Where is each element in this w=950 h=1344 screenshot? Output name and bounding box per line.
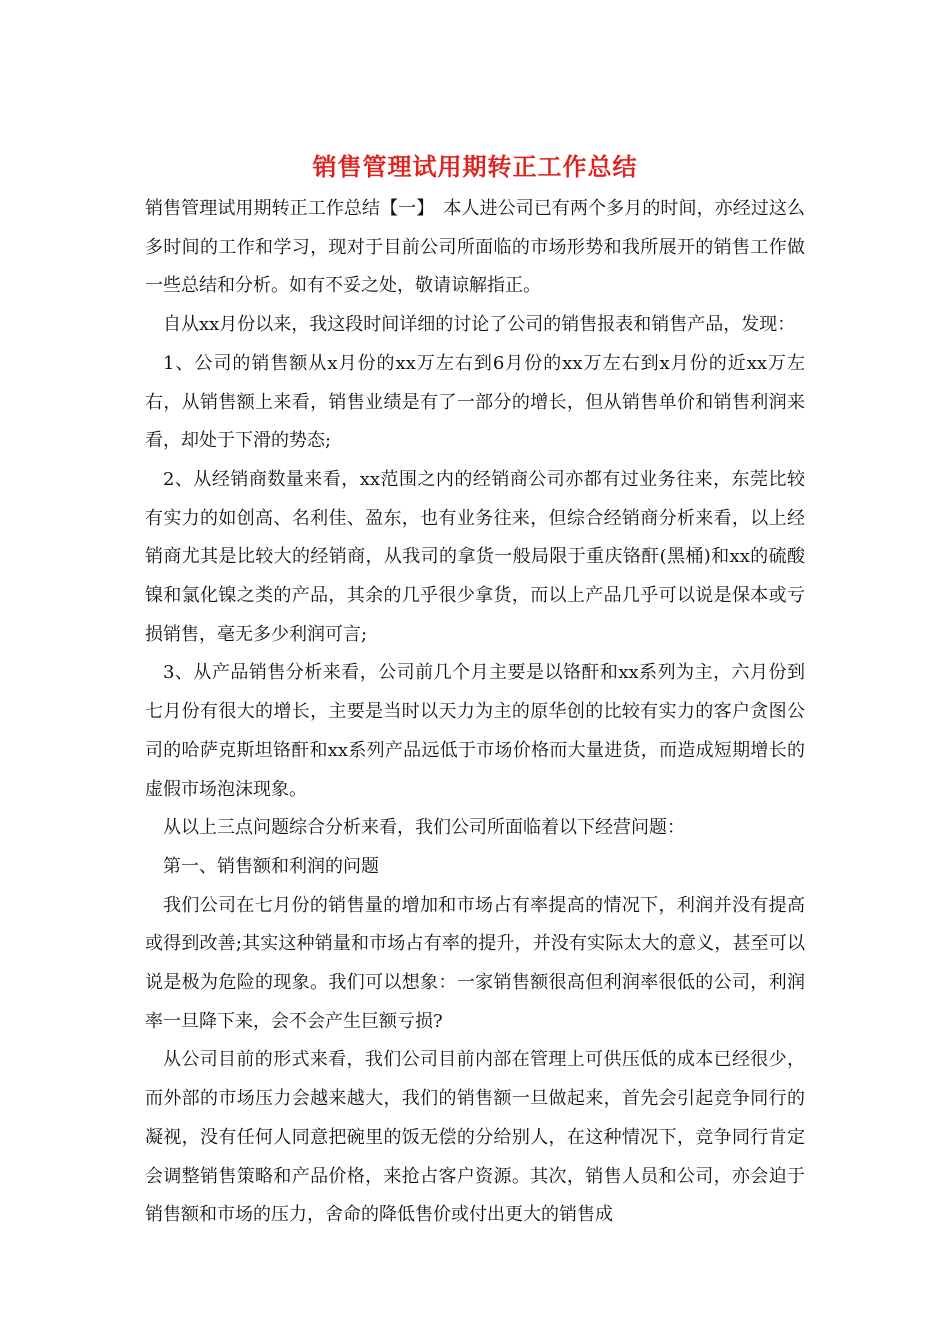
- paragraph-findings-intro: 自从xx月份以来，我这段时间详细的讨论了公司的销售报表和销售产品，发现：: [163, 314, 796, 336]
- section-heading-1: 第一、销售额和利润的问题: [163, 855, 379, 877]
- paragraph-finding-2: 2、从经销商数量来看，xx范围之内的经销商公司亦都有过业务往来，东莞比较有实力的如创高、名利佳、盈东，也有业务往来，但综合经销商分析来看，以上经销商尤其是比较大的经销商，从我司的拿货一般局限于重庆铬酐(黑桶)和xx的硫酸镍和氯化镍之类的产品，其余的几乎很少拿货，而以上产品几乎可以说是保本或亏损销售，毫无多少利润可言;: [145, 468, 805, 645]
- paragraph-finding-1: 1、公司的销售额从x月份的xx万左右到6月份的xx万左右到x月份的近xx万左右，从销售额上来看，销售业绩是有了一部分的增长，但从销售单价和销售利润来看，却处于下滑的势态;: [145, 352, 805, 452]
- document-title: 销售管理试用期转正工作总结: [312, 152, 638, 181]
- document-body: [145, 190, 805, 1235]
- paragraph-finding-3: 3、从产品销售分析来看，公司前几个月主要是以铬酐和xx系列为主，六月份到七月份有很大的增长，主要是当时以天力为主的原华创的比较有实力的客户贪图公司的哈萨克斯坦铬酐和xx系列产品远低于市场价格而大量进货，而造成短期增长的虚假市场泡沫现象。: [145, 662, 805, 800]
- paragraph-problems-intro: 从以上三点问题综合分析来看，我们公司所面临着以下经营问题：: [163, 817, 685, 839]
- document-page: [145, 150, 805, 1235]
- paragraph-intro: 销售管理试用期转正工作总结【一】 本人进公司已有两个多月的时间，亦经过这么多时间的工作和学习，现对于目前公司所面临的市场形势和我所展开的销售工作做一些总结和分析。如有不妥之处，敬请谅解指正。: [145, 198, 805, 297]
- paragraph-sales-profit: 我们公司在七月份的销售量的增加和市场占有率提高的情况下，利润并没有提高或得到改善;其实这种销量和市场占有率的提升，并没有实际太大的意义，甚至可以说是极为危险的现象。我们可以想象：一家销售额很高但利润率很低的公司，利润率一旦降下来，会不会产生巨额亏损?: [145, 894, 805, 1032]
- paragraph-company-situation: 从公司目前的形式来看，我们公司目前内部在管理上可供压低的成本已经很少，而外部的市场压力会越来越大，我们的销售额一旦做起来，首先会引起竞争同行的凝视，没有任何人同意把碗里的饭无偿的分给别人，在这种情况下，竞争同行肯定会调整销售策略和产品价格，来抢占客户资源。其次，销售人员和公司，亦会迫于销售额和市场的压力，舍命的降低售价或付出更大的销售成: [145, 1049, 805, 1226]
